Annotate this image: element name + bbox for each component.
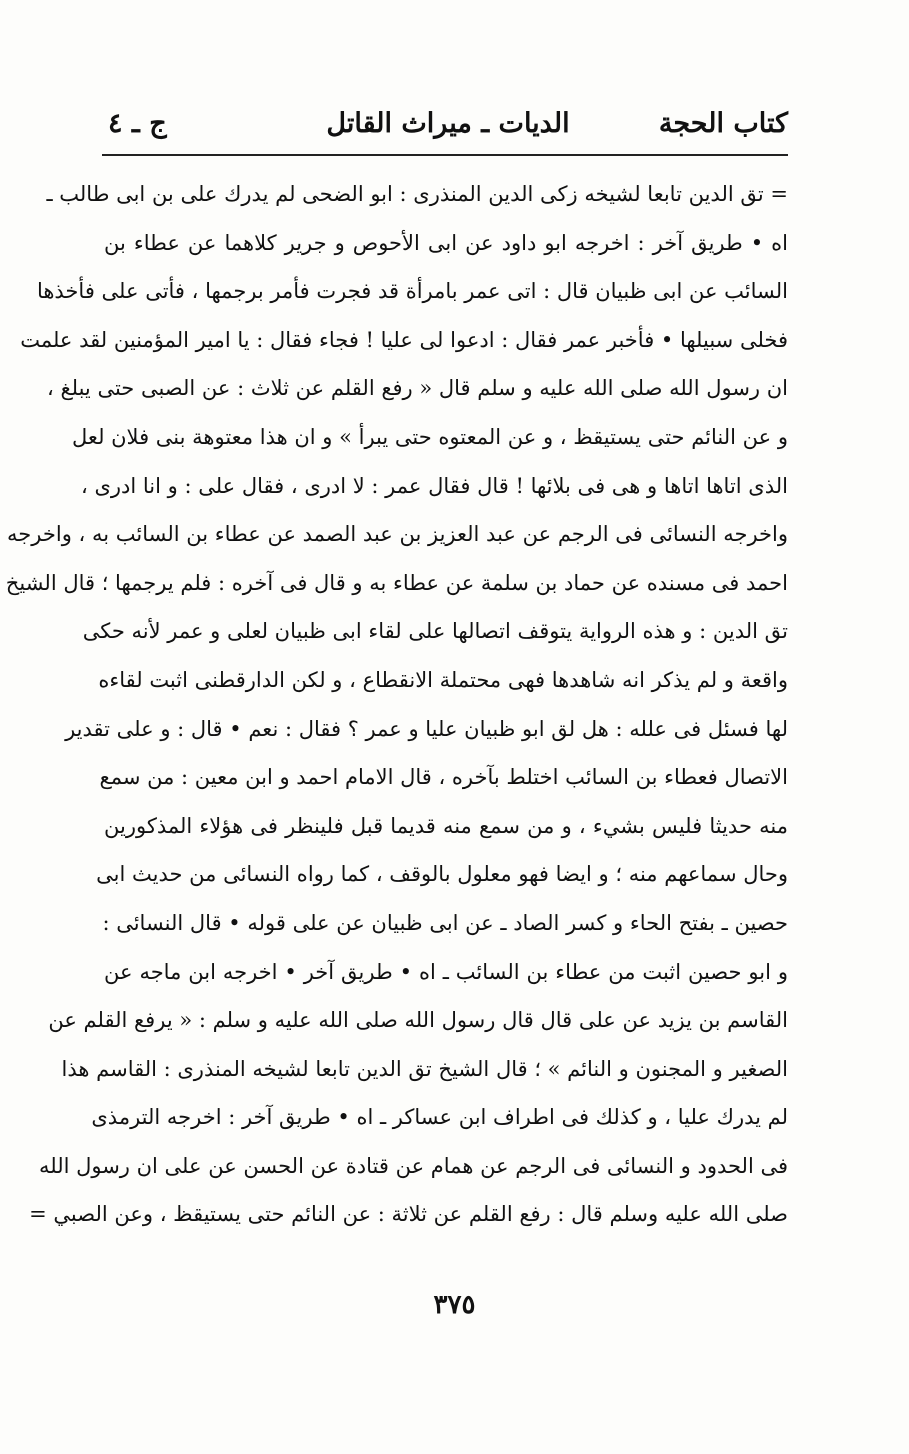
text-line: ان رسول الله صلى الله عليه و سلم قال « رفع القلم عن ثلاث : عن الصبى حتى يبلغ ، (47, 376, 788, 401)
text-line: تق الدين : و هذه الرواية يتوقف اتصالها على لقاء ابى ظبيان لعلى و عمر لأنه حكى (82, 619, 788, 644)
text-line: فى الحدود و النسائى فى الرجم عن همام عن قتادة عن الحسن عن على ان رسول الله (38, 1153, 788, 1178)
running-header (108, 108, 788, 152)
text-line: وحال سماعهم منه ؛ و ايضا فهو معلول بالوقف ، كما رواه النسائى من حديث ابى (96, 862, 788, 887)
text-line: القاسم بن يزيد عن على قال قال رسول الله صلى الله عليه و سلم : « يرفع القلم عن (48, 1008, 788, 1033)
text-line: الاتصال فعطاء بن السائب اختلط بآخره ، قال الامام احمد و ابن معين : من سمع (99, 765, 788, 790)
page-body (5, 170, 788, 1239)
text-line: و عن النائم حتى يستيقظ ، و عن المعتوه حتى يبرأ » و ان هذا معتوهة بنى فلان لعل (72, 424, 788, 449)
text-line: فخلى سبيلها • فأخبر عمر فقال : ادعوا لى عليا ! فجاء فقال : يا امير المؤمنين لقد علمت (20, 327, 788, 352)
text-line: منه حديثا فليس بشيء ، و من سمع منه قديما قبل فلينظر فى هؤلاء المذكورين (104, 813, 788, 838)
text-line: صلى الله عليه وسلم قال : رفع القلم عن ثلاثة : عن النائم حتى يستيقظ ، وعن الصبي = (29, 1202, 788, 1227)
volume-label: ج ـ ٤ (108, 108, 167, 139)
book-title: كتاب الحجة (658, 108, 788, 139)
text-line: الذى اتاها اتاها و هى فى بلائها ! قال فقال عمر : لا ادرى ، فقال على : و انا ادرى ، (81, 473, 788, 498)
page-number: ٣٧٥ (433, 1290, 476, 1320)
text-line: حصين ـ بفتح الحاء و كسر الصاد ـ عن ابى ظبيان عن على قوله • قال النسائى : (102, 910, 788, 935)
text-line: لها فسئل فى علله : هل لق ابو ظبيان عليا و عمر ؟ فقال : نعم • قال : و على تقدير (65, 716, 788, 741)
text-line: واقعة و لم يذكر انه شاهدها فهى محتملة الانقطاع ، و لكن الدارقطنى اثبت لقاءه (98, 667, 788, 692)
text-line: السائب عن ابى ظبيان قال : اتى عمر بامرأة قد فجرت فأمر برجمها ، فأتى على فأخذها (36, 279, 788, 304)
text-line: = تق الدين تابعا لشيخه زكى الدين المنذرى : ابو الضحى لم يدرك على بن ابى طالب ـ (46, 182, 788, 206)
header-rule (102, 154, 788, 156)
text-line: اه • طريق آخر : اخرجه ابو داود عن ابى الأحوص و جرير كلاهما عن عطاء بن (104, 230, 788, 255)
text-line: و ابو حصين اثبت من عطاء بن السائب ـ اه • طريق آخر • اخرجه ابن ماجه عن (104, 959, 788, 984)
section-title: الديات ـ ميراث القاتل (326, 108, 570, 139)
text-line: الصغير و المجنون و النائم » ؛ قال الشيخ تق الدين تابعا لشيخه المنذرى : القاسم هذا (61, 1056, 788, 1081)
text-line: لم يدرك عليا ، و كذلك فى اطراف ابن عساكر ـ اه • طريق آخر : اخرجه الترمذى (91, 1105, 788, 1130)
text-line: واخرجه النسائى فى الرجم عن عبد العزيز بن عبد الصمد عن عطاء بن السائب به ، واخرجه (7, 522, 788, 547)
text-line: احمد فى مسنده عن حماد بن سلمة عن عطاء به و قال فى آخره : فلم يرجمها ؛ قال الشيخ (5, 570, 788, 595)
